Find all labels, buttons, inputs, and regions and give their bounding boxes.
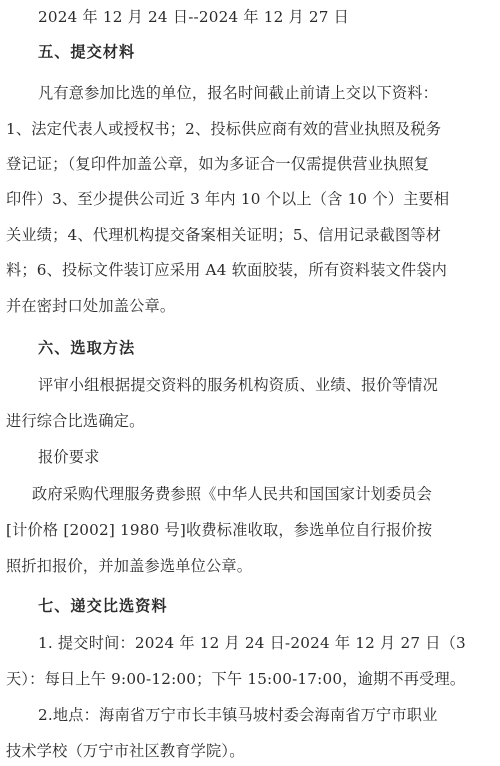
paragraph-line: 政府采购代理服务费参照《中华人民共和国国家计划委员会	[32, 485, 433, 503]
paragraph-line: 技术学校（万宁市社区教育学院）。	[6, 742, 245, 760]
paragraph-line: 照折扣报价，并加盖参选单位公章。	[6, 557, 253, 575]
paragraph-line: 关业绩；4、代理机构提交备案相关证明；5、信用记录截图等材	[6, 226, 442, 244]
paragraph-line: 登记证；（复印件加盖公章，如为多证合一仅需提供营业执照复	[6, 155, 430, 173]
paragraph-line: 1. 提交时间：2024 年 12 月 24 日-2024 年 12 月 27 日（3	[38, 634, 466, 652]
paragraph-line: 天）：每日上午 9:00-12:00；下午 15:00-17:00，逾期不再受理。	[6, 670, 466, 688]
paragraph-line: [计价格 [2002] 1980 号]收费标准收取，参选单位自行报价按	[6, 521, 433, 539]
section-five-heading: 五、提交材料	[38, 43, 136, 61]
subheading-quote-requirements: 报价要求	[38, 448, 100, 466]
paragraph-line: 凡有意参加比选的单位，报名时间截止前请上交以下资料：	[38, 84, 439, 102]
paragraph-line: 评审小组根据提交资料的服务机构资质、业绩、报价等情况	[38, 376, 439, 394]
paragraph-line: 1、法定代表人或授权书；2、投标供应商有效的营业执照及税务	[6, 120, 442, 138]
section-six-heading: 六、选取方法	[38, 339, 136, 357]
paragraph-line: 并在密封口处加盖公章。	[6, 297, 176, 315]
date-range-line: 2024 年 12 月 24 日--2024 年 12 月 27 日	[38, 8, 350, 26]
paragraph-line: 2.地点：海南省万宁市长丰镇马坡村委会海南省万宁市职业	[38, 706, 438, 724]
paragraph-line: 料；6、投标文件装订应采用 A4 软面胶装，所有资料装文件袋内	[6, 261, 448, 279]
section-seven-heading: 七、递交比选资料	[38, 597, 168, 615]
paragraph-line: 印件）3、至少提供公司近 3 年内 10 个以上（含 10 个）主要相	[6, 190, 450, 208]
paragraph-line: 进行综合比选确定。	[6, 412, 145, 430]
